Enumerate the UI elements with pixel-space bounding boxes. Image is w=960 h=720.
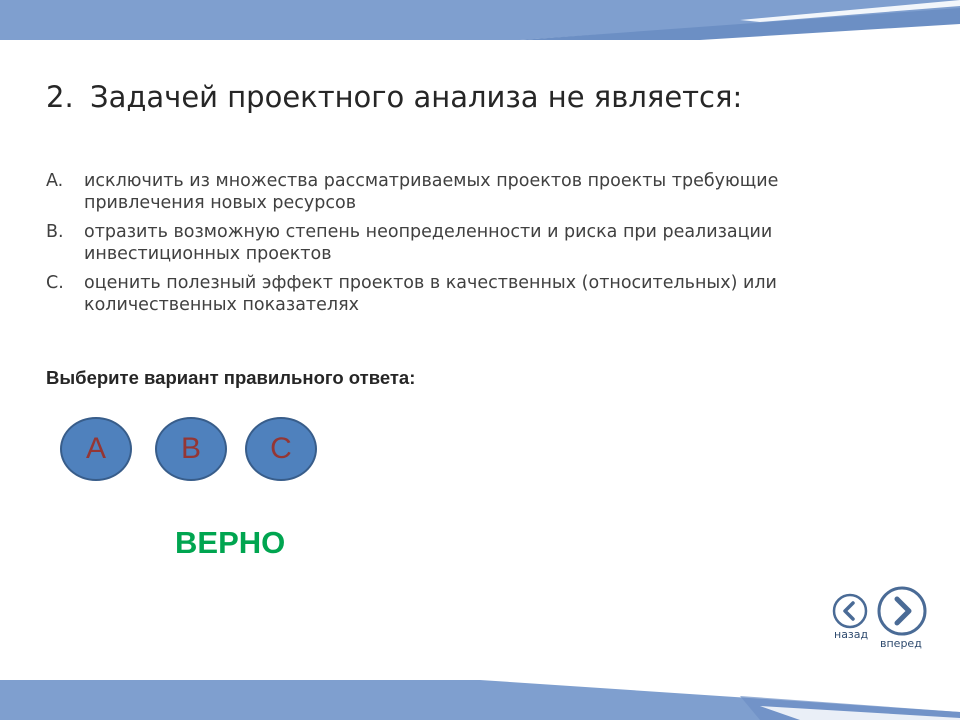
chevron-left-icon bbox=[832, 593, 868, 629]
option-text-line1: исключить из множества рассматриваемых проектов проекты требующие bbox=[84, 171, 779, 191]
question-text: Задачей проектного анализа не является: bbox=[90, 80, 743, 114]
option-b bbox=[46, 221, 866, 265]
bottom-decorative-band bbox=[0, 676, 960, 720]
back-label[interactable]: назад bbox=[834, 628, 869, 641]
answer-button-a[interactable]: A bbox=[60, 417, 132, 481]
option-text-line1: отразить возможную степень неопределенности и риска при реализации bbox=[84, 222, 773, 242]
answer-prompt: Выберите вариант правильного ответа: bbox=[46, 367, 416, 388]
options-list bbox=[46, 170, 866, 323]
back-button[interactable] bbox=[832, 593, 868, 629]
option-text-line2: инвестиционных проектов bbox=[84, 244, 332, 264]
option-letter: C. bbox=[46, 273, 64, 293]
option-text-line1: оценить полезный эффект проектов в качественных (относительных) или bbox=[84, 273, 777, 293]
answer-button-c[interactable]: C bbox=[245, 417, 317, 481]
question-title bbox=[46, 80, 742, 114]
chevron-right-icon bbox=[876, 585, 928, 637]
top-decorative-band bbox=[0, 0, 960, 44]
option-c bbox=[46, 272, 866, 316]
option-a bbox=[46, 170, 866, 214]
question-number: 2. bbox=[46, 80, 74, 114]
option-letter: A. bbox=[46, 171, 64, 191]
option-letter: B. bbox=[46, 222, 64, 242]
forward-button[interactable] bbox=[876, 585, 928, 637]
option-text-line2: привлечения новых ресурсов bbox=[84, 193, 357, 213]
answer-button-b[interactable]: B bbox=[155, 417, 227, 481]
forward-label[interactable]: вперед bbox=[880, 637, 922, 650]
option-text-line2: количественных показателях bbox=[84, 295, 359, 315]
result-message: ВЕРНО bbox=[175, 525, 286, 560]
